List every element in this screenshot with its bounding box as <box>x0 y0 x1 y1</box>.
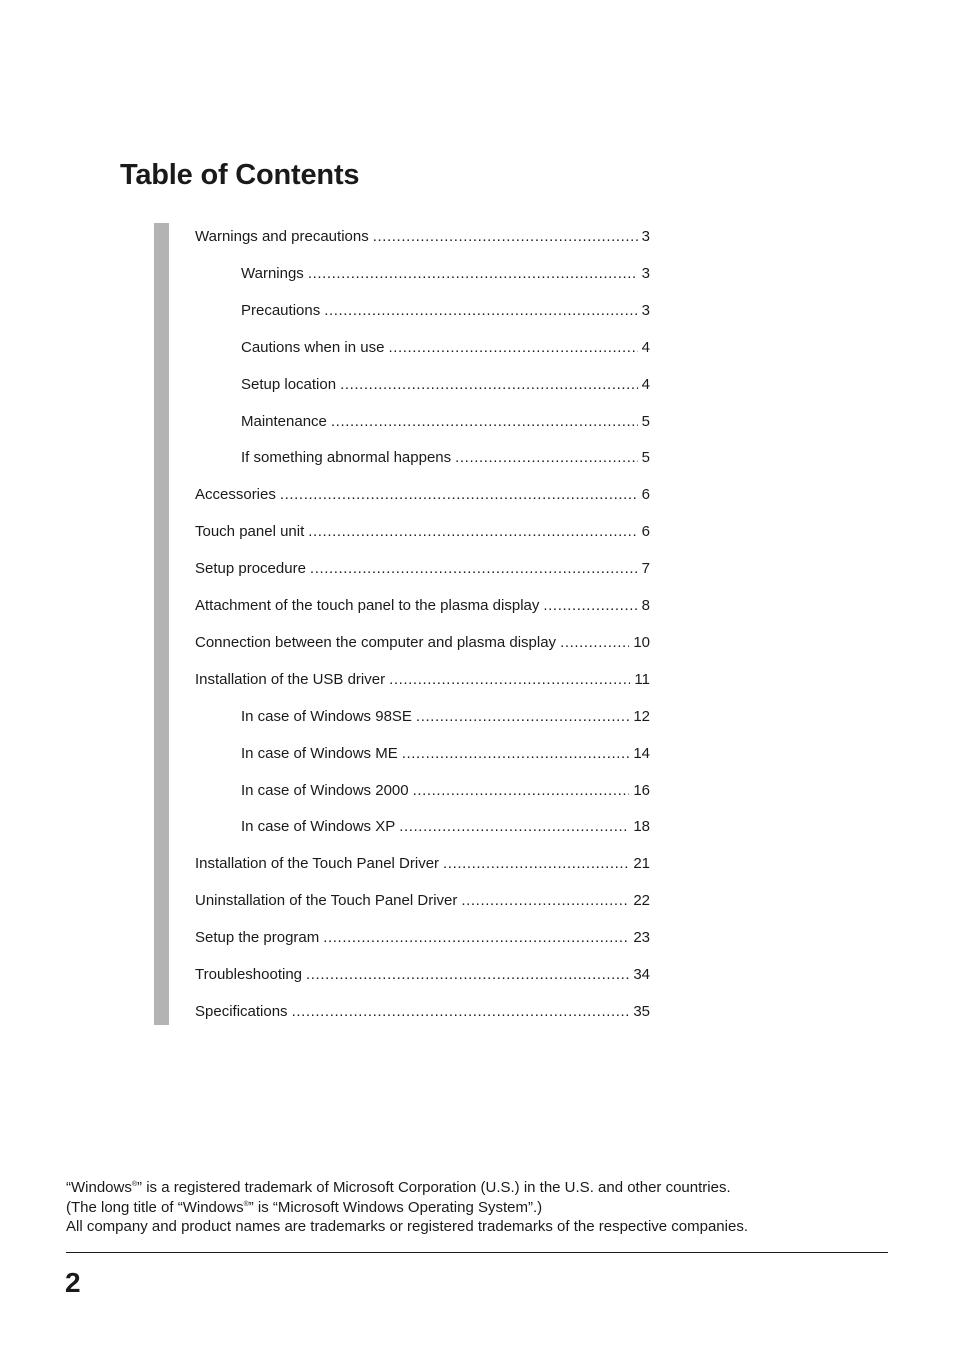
toc-entry-label: Troubleshooting <box>195 966 303 983</box>
toc-entry-page: 16 <box>633 782 650 799</box>
toc-entry-page: 21 <box>633 855 650 872</box>
toc-entry[interactable] <box>195 522 650 542</box>
footer-divider <box>66 1252 888 1253</box>
toc-entry-page: 6 <box>641 523 650 540</box>
toc-entry-label: Connection between the computer and plasma display <box>195 634 557 651</box>
toc-entry[interactable] <box>195 854 650 874</box>
toc-dot-leader <box>413 781 630 801</box>
toc-entry-page: 34 <box>633 966 650 983</box>
toc-entry[interactable] <box>241 301 650 321</box>
toc-dot-leader <box>461 891 629 911</box>
toc-entry-label: Warnings and precautions <box>195 228 369 245</box>
toc-entry-page: 5 <box>641 449 650 466</box>
toc-entry-label: Setup the program <box>195 929 320 946</box>
toc-entry-label: In case of Windows 2000 <box>241 782 409 799</box>
toc-entry-label: Attachment of the touch panel to the plasma display <box>195 597 540 614</box>
toc-entry-page: 12 <box>633 708 650 725</box>
toc-dot-leader <box>306 965 629 985</box>
toc-entry-page: 8 <box>641 597 650 614</box>
toc-entry-page: 3 <box>641 228 650 245</box>
toc-entry[interactable] <box>241 264 650 284</box>
toc-dot-leader <box>373 227 638 247</box>
toc-entry-page: 7 <box>641 560 650 577</box>
toc-entry[interactable] <box>195 559 650 579</box>
toc-entry[interactable] <box>195 633 650 653</box>
toc-dot-leader <box>310 559 638 579</box>
toc-entry-page: 5 <box>641 413 650 430</box>
toc-dot-leader <box>340 375 638 395</box>
footnote-text: ” is “Microsoft Windows Operating System”.) <box>248 1198 543 1216</box>
toc-entry-label: Installation of the USB driver <box>195 671 386 688</box>
toc-dot-leader <box>324 301 637 321</box>
toc-entry[interactable] <box>241 412 650 432</box>
toc-entry[interactable] <box>241 375 650 395</box>
toc-dot-leader <box>292 1002 630 1022</box>
toc-entry-page: 6 <box>641 486 650 503</box>
toc-entry[interactable] <box>195 596 650 616</box>
toc-entry-label: Maintenance <box>241 413 327 430</box>
toc-dot-leader <box>455 448 638 468</box>
toc-entry[interactable] <box>241 707 650 727</box>
toc-entry-label: If something abnormal happens <box>241 449 452 466</box>
toc-sidebar-bar <box>154 223 169 1025</box>
footnote-text: ” is a registered trademark of Microsoft Corporation (U.S.) in the U.S. and other countries. <box>137 1179 731 1196</box>
registered-mark: ® <box>131 1181 138 1188</box>
registered-mark: ® <box>243 1200 249 1208</box>
toc-dot-leader <box>443 854 629 874</box>
toc-dot-leader <box>323 928 629 948</box>
toc-dot-leader <box>388 338 637 358</box>
toc-entry-page: 3 <box>641 302 650 319</box>
footnote-text: “Windows <box>66 1179 132 1196</box>
page-title: Table of Contents <box>120 159 360 191</box>
toc-entry-label: Specifications <box>195 1003 288 1020</box>
toc-dot-leader <box>280 485 638 505</box>
toc-entry[interactable] <box>241 448 650 468</box>
toc-entry-label: In case of Windows XP <box>241 818 396 835</box>
toc-entry[interactable] <box>195 670 650 690</box>
toc-dot-leader <box>399 817 629 837</box>
toc-entry-page: 35 <box>633 1003 650 1020</box>
toc-entry-page: 22 <box>633 892 650 909</box>
toc-entry-label: Installation of the Touch Panel Driver <box>195 855 440 872</box>
toc-entry-page: 4 <box>641 339 650 356</box>
footnote-line-2 <box>66 1198 886 1218</box>
toc-entry[interactable] <box>195 485 650 505</box>
toc-entry-label: In case of Windows 98SE <box>241 708 412 725</box>
toc-entry[interactable] <box>195 891 650 911</box>
toc-entry[interactable] <box>241 817 650 837</box>
footnote-line-3: All company and product names are trademarks or registered trademarks of the respective companies. <box>66 1218 748 1235</box>
toc-entry[interactable] <box>241 744 650 764</box>
footnote-line-1 <box>66 1178 886 1198</box>
toc-entry-label: Cautions when in use <box>241 339 385 356</box>
toc-entry-label: Setup location <box>241 376 337 393</box>
toc-entry-page: 18 <box>633 818 650 835</box>
toc-dot-leader <box>402 744 630 764</box>
toc-dot-leader <box>308 264 638 284</box>
toc-dot-leader <box>331 412 638 432</box>
toc-entry-label: Warnings <box>241 265 304 282</box>
toc-dot-leader <box>308 522 637 542</box>
toc-entry-label: Uninstallation of the Touch Panel Driver <box>195 892 458 909</box>
toc-entry[interactable] <box>195 227 650 247</box>
toc-dot-leader <box>560 633 629 653</box>
toc-dot-leader <box>543 596 637 616</box>
toc-entry-page: 3 <box>641 265 650 282</box>
toc-entry[interactable] <box>241 338 650 358</box>
toc-dot-leader <box>416 707 629 727</box>
toc-entry[interactable] <box>195 965 650 985</box>
toc-entry-label: Accessories <box>195 486 276 503</box>
footnote-text: (The long title of “Windows <box>66 1198 244 1216</box>
toc-entry-page: 23 <box>633 929 650 946</box>
toc-entry[interactable] <box>195 928 650 948</box>
toc-entry-page: 10 <box>633 634 650 651</box>
trademark-footnote <box>66 1178 886 1237</box>
toc-entry-label: Setup procedure <box>195 560 306 577</box>
toc-entry-page: 11 <box>634 671 650 688</box>
toc-entry[interactable] <box>195 1002 650 1022</box>
toc-entry-label: Touch panel unit <box>195 523 305 540</box>
toc-entry-page: 4 <box>641 376 650 393</box>
toc-entry-page: 14 <box>633 745 650 762</box>
toc-entry-label: In case of Windows ME <box>241 745 398 762</box>
toc-dot-leader <box>389 670 630 690</box>
toc-entry[interactable] <box>241 781 650 801</box>
toc-entry-label: Precautions <box>241 302 321 319</box>
page-number: 2 <box>65 1267 81 1298</box>
